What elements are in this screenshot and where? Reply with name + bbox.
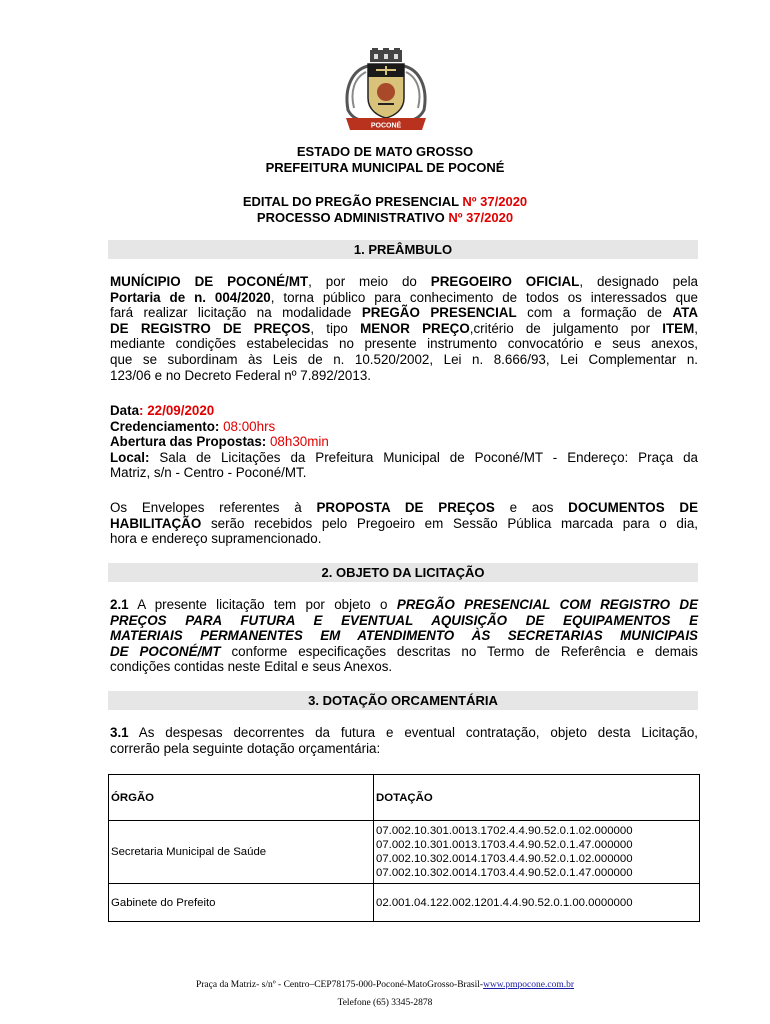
coat-of-arms-icon — [338, 48, 434, 132]
processo-number: Nº 37/2020 — [448, 210, 514, 225]
section-heading-dotacao: 3. DOTAÇÃO ORCAMENTÁRIA — [108, 691, 698, 710]
footer-phone: Telefone (65) 3345-2878 — [337, 998, 433, 1008]
table-row — [109, 884, 700, 922]
dotacao-cell: 02.001.04.122.002.1201.4.4.90.52.0.1.00.0000000 — [374, 884, 700, 922]
schedule-block: Data: 22/09/2020 Credenciamento: 08:00hrs Abertura das Propostas: 08h30min Local: Sala de Licitações da Prefeitura Municipal de Poconé/MT - Endereço: Praça da Matriz, s/n - Centro - Poconé/MT. — [110, 403, 698, 481]
local-line: Local: Sala de Licitações da Prefeitura Municipal de Poconé/MT - Endereço: Praça da — [110, 449, 698, 465]
abertura-line: Abertura das Propostas: 08h30min — [110, 434, 329, 450]
date-line: Data: 22/09/2020 — [110, 403, 215, 418]
header-orgao: ÓRGÃO — [109, 775, 374, 821]
table-row — [109, 821, 700, 884]
table-header-row — [109, 775, 700, 821]
orgao-cell: Gabinete do Prefeito — [109, 884, 374, 922]
website-link[interactable]: www.pmpocone.com.br — [483, 980, 575, 990]
objeto-paragraph: 2.1 A presente licitação tem por objeto o PREGÃO PRESENCIAL COM REGISTRO DE PREÇOS PARA FUTURA E EVENTUAL AQUISIÇÃO DE EQUIPAMENTOS E MATERIAIS PERMANENTES EM ATENDIMENTO ÀS SECRETARIAS MUNICIPAIS DE POCONÉ/MT conforme especificações descritas no Termo de Referência e demais condições contidas neste Edital e seus Anexos. — [110, 597, 699, 675]
orgao-cell: Secretaria Municipal de Saúde — [109, 821, 374, 884]
state-name: ESTADO DE MATO GROSSO — [296, 144, 474, 159]
prefecture-name: PREFEITURA MUNICIPAL DE POCONÉ — [265, 160, 505, 175]
dotacao-table — [108, 774, 700, 922]
dotacao-paragraph: 3.1 As despesas decorrentes da futura e eventual contratação, objeto desta Licitação, correrão pela seguinte dotação orçamentária: — [110, 725, 698, 756]
edital-title: EDITAL DO PREGÃO PRESENCIAL Nº 37/2020 — [242, 194, 528, 209]
edital-number: Nº 37/2020 — [462, 194, 528, 209]
section-heading-objeto: 2. OBJETO DA LICITAÇÃO — [108, 563, 698, 582]
footer-address: Praça da Matriz- s/nº - Centro–CEP78175-000-Poconé-MatoGrosso-Brasil-www.pmpocone.com.br — [195, 980, 575, 990]
header-dotacao: DOTAÇÃO — [374, 775, 700, 821]
credenciamento-line: Credenciamento: 08:00hrs — [110, 418, 276, 434]
crest-ribbon-text: POCONÉ — [370, 122, 402, 130]
section-heading-preambulo: 1. PREÂMBULO — [108, 240, 698, 259]
envelopes-paragraph: Os Envelopes referentes à PROPOSTA DE PREÇOS e aos DOCUMENTOS DE HABILITAÇÃO serão recebidos pelo Pregoeiro em Sessão Pública marcada para o dia, hora e endereço supramencionado. — [110, 500, 699, 547]
processo-title: PROCESSO ADMINISTRATIVO Nº 37/2020 — [256, 210, 514, 225]
preambulo-paragraph: MUNÍCIPIO DE POCONÉ/MT, por meio do PREGOEIRO OFICIAL, designado pela Portaria de n. 004/2020, torna público para conhecimento de todos os interessados que fará realizar licitação na modalidade PREGÃO PRESENCIAL com a formação de ATA DE REGISTRO DE PREÇOS, tipo MENOR PREÇO,critério de julgamento por ITEM, mediante condições estabelecidas no presente instrumento convocatório e seus anexos, que se subordinam às Leis de n. 10.520/2002, Lei n. 8.666/93, Lei Complementar n. 123/06 e no Decreto Federal nº 7.892/2013. — [110, 274, 698, 383]
dotacao-cell: 07.002.10.301.0013.1702.4.4.90.52.0.1.02.000000 07.002.10.301.0013.1703.4.4.90.52.0.1.47.000000 07.002.10.302.0014.1703.4.4.90.52.0.1.02.000000 07.002.10.302.0014.1703.4.4.90.52.0.1.47.000000 — [374, 821, 700, 884]
